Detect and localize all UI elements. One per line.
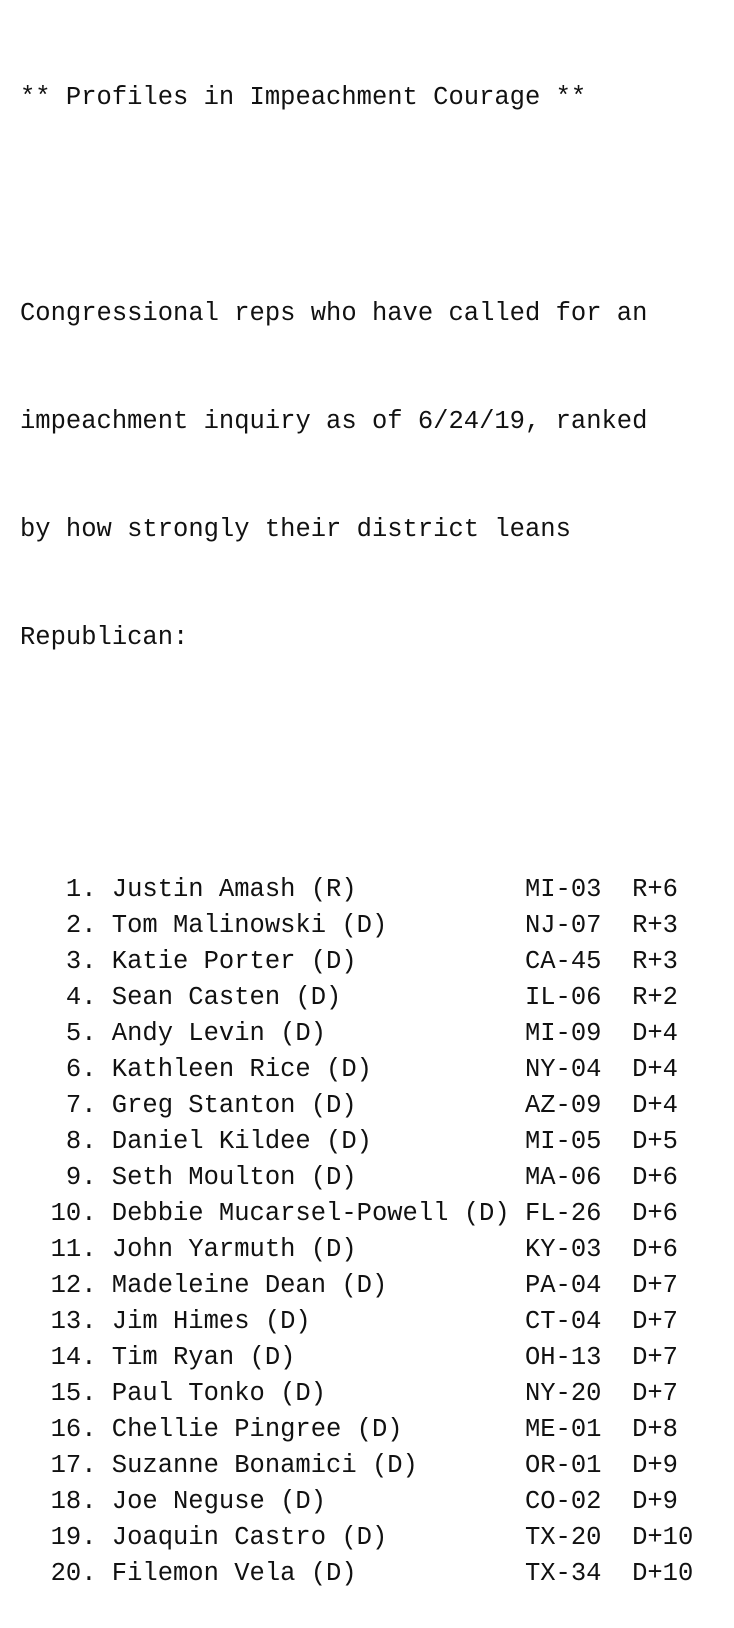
rank-number: 8 [65,1127,82,1156]
rank-number: 12 [50,1271,82,1300]
district-code: TX-34 [524,1559,602,1588]
list-item [20,1340,693,1376]
rank-separator: . [81,875,97,904]
rank-separator: . [81,1559,97,1588]
list-item [20,1196,693,1232]
rep-name: Chellie Pingree (D) [111,1415,403,1444]
district-code: FL-26 [524,1199,602,1228]
rep-name: Joe Neguse (D) [111,1487,327,1516]
list-item [20,1304,693,1340]
district-code: ME-01 [524,1415,602,1444]
list-item [20,1484,693,1520]
partisan-lean: R+2 [632,983,678,1012]
rank-separator: . [81,1379,97,1408]
district-code: PA-04 [524,1271,602,1300]
rep-name: Sean Casten (D) [111,983,342,1012]
rank-number: 5 [65,1019,82,1048]
district-code: MI-03 [524,875,602,904]
rank-number: 19 [50,1523,82,1552]
partisan-lean: D+5 [632,1127,678,1156]
rank-number: 16 [50,1415,82,1444]
partisan-lean: D+7 [632,1271,678,1300]
rank-number: 7 [65,1091,82,1120]
rank-number: 15 [50,1379,82,1408]
partisan-lean: D+4 [632,1055,678,1084]
district-code: OH-13 [524,1343,602,1372]
partisan-lean: D+6 [632,1163,678,1192]
rank-separator: . [81,1199,97,1228]
partisan-lean: R+3 [632,947,678,976]
rank-number: 18 [50,1487,82,1516]
district-code: NY-04 [524,1055,602,1084]
rep-name: Joaquin Castro (D) [111,1523,388,1552]
district-code: CT-04 [524,1307,602,1336]
district-code: MI-05 [524,1127,602,1156]
district-code: AZ-09 [524,1091,602,1120]
list-item [20,1556,693,1592]
partisan-lean: D+6 [632,1199,678,1228]
district-code: KY-03 [524,1235,602,1264]
rep-name: Greg Stanton (D) [111,1091,357,1120]
rep-name: Jim Himes (D) [111,1307,311,1336]
document [20,8,693,1628]
list-item [20,1412,693,1448]
rank-separator: . [81,1523,97,1552]
list-item [20,908,693,944]
list-item [20,1124,693,1160]
list-item [20,1052,693,1088]
rep-name: Suzanne Bonamici (D) [111,1451,418,1480]
rank-separator: . [81,1343,97,1372]
spacer [20,188,693,224]
intro-line-2: impeachment inquiry as of 6/24/19, ranked [20,407,648,436]
partisan-lean: D+7 [632,1307,678,1336]
district-code: NY-20 [524,1379,602,1408]
district-code: MI-09 [524,1019,602,1048]
list-item [20,1268,693,1304]
list-item [20,1160,693,1196]
partisan-lean: R+6 [632,875,678,904]
district-code: CA-45 [524,947,602,976]
rank-separator: . [81,947,97,976]
partisan-lean: D+9 [632,1451,678,1480]
rep-name: Filemon Vela (D) [111,1559,357,1588]
district-code: TX-20 [524,1523,602,1552]
list-item [20,1016,693,1052]
rep-name: Madeleine Dean (D) [111,1271,388,1300]
rank-number: 17 [50,1451,82,1480]
district-code: IL-06 [524,983,602,1012]
rank-separator: . [81,1271,97,1300]
rep-name: Tim Ryan (D) [111,1343,296,1372]
rank-number: 3 [65,947,82,976]
rep-name: Tom Malinowski (D) [111,911,388,940]
district-code: NJ-07 [524,911,602,940]
rank-separator: . [81,1055,97,1084]
intro-line-1: Congressional reps who have called for an [20,299,648,328]
rank-number: 1 [65,875,82,904]
rank-number: 20 [50,1559,82,1588]
list-item [20,944,693,980]
rank-number: 13 [50,1307,82,1336]
doc-title: ** Profiles in Impeachment Courage ** [20,83,587,112]
partisan-lean: D+7 [632,1379,678,1408]
rep-name: Andy Levin (D) [111,1019,327,1048]
partisan-lean: D+6 [632,1235,678,1264]
partisan-lean: D+10 [632,1559,694,1588]
rank-separator: . [81,1235,97,1264]
district-code: MA-06 [524,1163,602,1192]
list-item [20,872,693,908]
rank-separator: . [81,1487,97,1516]
rank-separator: . [81,1451,97,1480]
list-item [20,1088,693,1124]
list-item [20,1520,693,1556]
rank-separator: . [81,1163,97,1192]
rank-separator: . [81,1307,97,1336]
rep-name: Debbie Mucarsel-Powell (D) [111,1199,510,1228]
rep-name: Paul Tonko (D) [111,1379,327,1408]
rep-name: Daniel Kildee (D) [111,1127,372,1156]
rep-name: John Yarmuth (D) [111,1235,357,1264]
rep-name: Seth Moulton (D) [111,1163,357,1192]
rank-separator: . [81,1091,97,1120]
rank-number: 10 [50,1199,82,1228]
rank-number: 11 [50,1235,82,1264]
list-item [20,1232,693,1268]
list-item [20,1376,693,1412]
rank-number: 14 [50,1343,82,1372]
ranked-rep-list [20,872,693,1592]
rank-separator: . [81,911,97,940]
partisan-lean: R+3 [632,911,678,940]
partisan-lean: D+4 [632,1091,678,1120]
district-code: OR-01 [524,1451,602,1480]
rank-number: 4 [65,983,82,1012]
rank-number: 9 [65,1163,82,1192]
rank-separator: . [81,1019,97,1048]
rep-name: Katie Porter (D) [111,947,357,976]
partisan-lean: D+7 [632,1343,678,1372]
rep-name: Justin Amash (R) [111,875,357,904]
intro-line-4: Republican: [20,623,189,652]
partisan-lean: D+10 [632,1523,694,1552]
rank-number: 6 [65,1055,82,1084]
list-item [20,980,693,1016]
district-code: CO-02 [524,1487,602,1516]
rep-name: Kathleen Rice (D) [111,1055,372,1084]
rank-number: 2 [65,911,82,940]
intro-line-3: by how strongly their district leans [20,515,571,544]
partisan-lean: D+8 [632,1415,678,1444]
rank-separator: . [81,983,97,1012]
partisan-lean: D+9 [632,1487,678,1516]
partisan-lean: D+4 [632,1019,678,1048]
rank-separator: . [81,1415,97,1444]
rank-separator: . [81,1127,97,1156]
spacer [20,728,693,764]
list-item [20,1448,693,1484]
